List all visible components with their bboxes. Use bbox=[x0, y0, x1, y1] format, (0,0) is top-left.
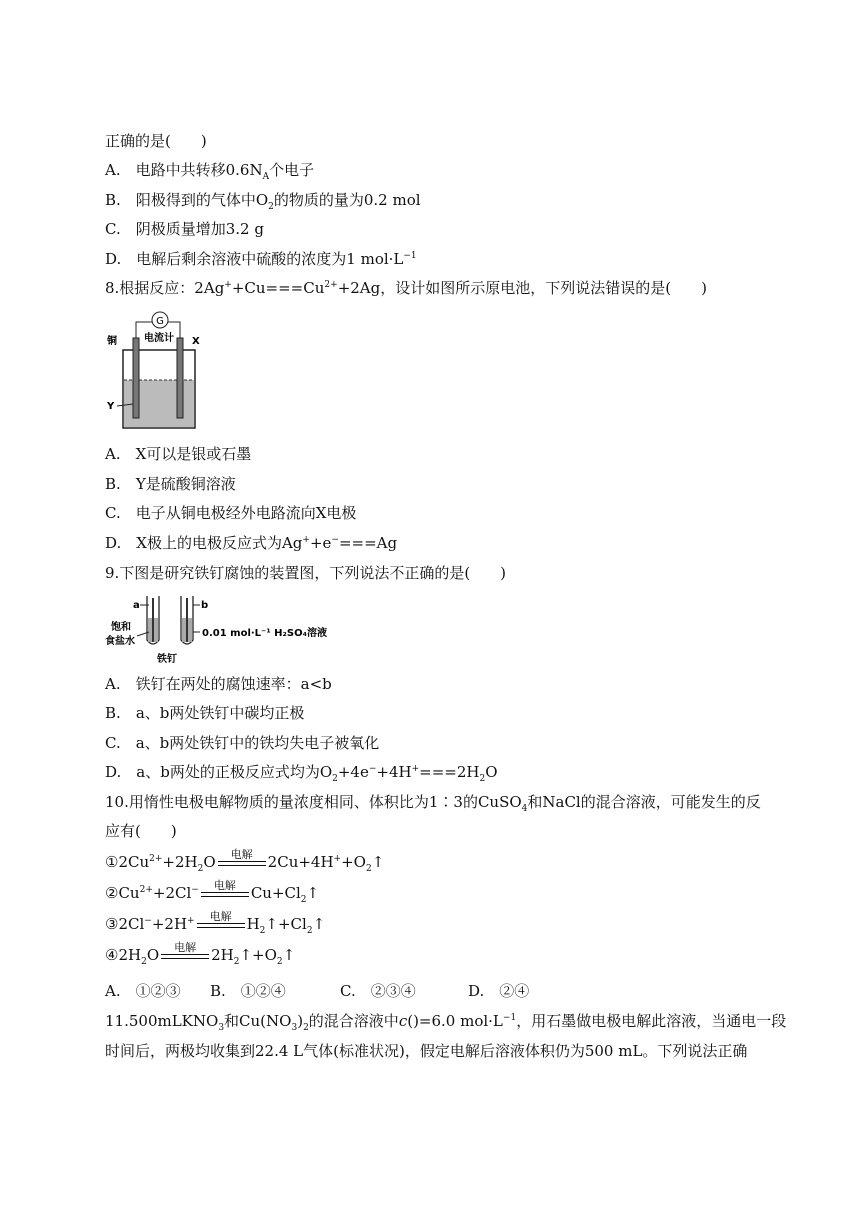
q9-option-b: B. a、b两处铁钉中碳均正极 bbox=[105, 704, 305, 722]
q7-stem: 正确的是( ) bbox=[105, 132, 207, 150]
electrolysis-condition: 电解 bbox=[201, 882, 249, 902]
q10-stem-line1: 10.用惰性电极电解物质的量浓度相同、体积比为1∶3的CuSO$_4$和NaCl的混合溶液，可能发生的反 bbox=[105, 793, 761, 814]
q10-choice-d: D. ②④ bbox=[468, 982, 530, 1000]
meter-label: 电流计 bbox=[144, 333, 174, 344]
label-nail: 铁钉 bbox=[157, 654, 177, 665]
q10-reaction-4: $④2H_2O$ 电解 $2H_2↑+O_2↑$ bbox=[105, 941, 296, 967]
electrolysis-condition: 电解 bbox=[161, 944, 209, 964]
label-b: b bbox=[201, 600, 209, 611]
copper-label: 铜 bbox=[107, 336, 117, 347]
q9-nail-corrosion-figure bbox=[105, 592, 345, 666]
q9-option-d: D. a、b两处的正极反应式均为$O_2+4e^-+4H^+===2H_2O$ bbox=[105, 763, 498, 784]
q9-option-a: A. 铁钉在两处的腐蚀速率：a<b bbox=[105, 675, 332, 693]
y-label: Y bbox=[107, 401, 115, 412]
q11-stem-line2: 时间后，两极均收集到22.4 L气体(标准状况)，假定电解后溶液体积仍为500 mL。下列说法正确 bbox=[105, 1042, 748, 1060]
q8-option-a: A. X可以是银或石墨 bbox=[105, 445, 252, 463]
q10-reaction-1: $①2Cu^{2+}+2H_2O$ 电解 $2Cu+4H^++O_2↑$ bbox=[105, 848, 385, 874]
q8-option-d: D. X极上的电极反应式为Ag++e−===Ag bbox=[105, 534, 398, 552]
q8-option-b: B. Y是硫酸铜溶液 bbox=[105, 475, 236, 493]
q7-option-c: C. 阴极质量增加3.2 g bbox=[105, 220, 264, 238]
electrolysis-condition: 电解 bbox=[197, 913, 245, 933]
q9-stem: 9.下图是研究铁钉腐蚀的装置图，下列说法不正确的是( ) bbox=[105, 564, 507, 582]
galvanometer-symbol: G bbox=[156, 316, 164, 327]
q7-option-a: A. 电路中共转移$0.6N_A$个电子 bbox=[105, 161, 315, 182]
q8-option-c: C. 电子从铜电极经外电路流向X电极 bbox=[105, 504, 357, 522]
q7-option-d: D. 电解后剩余溶液中硫酸的浓度为1 $mol\cdot L^{-1}$ bbox=[105, 250, 417, 268]
electrolysis-condition: 电解 bbox=[218, 851, 266, 871]
q7-option-b: B. 阳极得到的气体中$O_2$的物质的量为0.2 mol bbox=[105, 191, 421, 212]
q11-stem-line1: 11.500mLKNO$_3$和$Cu(NO_3)_2$的混合溶液中c()=6.0 $mol\cdot L^{-1}$，用石墨做电极电解此溶液，当通电一段 bbox=[105, 1012, 787, 1033]
x-label: X bbox=[192, 336, 200, 347]
label-a: a bbox=[133, 600, 140, 611]
q8-stem: 8.根据反应：$2Ag^++Cu===Cu^{2+}+2Ag$，设计如图所示原电池，下列说法错误的是( ) bbox=[105, 279, 707, 297]
label-acid: 0.01 mol·L⁻¹ H₂SO₄溶液 bbox=[202, 628, 328, 639]
q10-choice-a: A. ①②③ bbox=[105, 982, 181, 1000]
q9-option-c: C. a、b两处铁钉中的铁均失电子被氧化 bbox=[105, 734, 380, 752]
q10-reaction-2: $②Cu^{2+}+2Cl^-$ 电解 $Cu+Cl_2↑$ bbox=[105, 879, 320, 905]
q10-stem-line2: 应有( ) bbox=[105, 822, 177, 840]
label-saturated: 饱和 bbox=[111, 622, 131, 633]
q8-galvanic-cell-figure bbox=[105, 308, 215, 430]
q10-choice-c: C. ②③④ bbox=[340, 982, 416, 1000]
label-brine: 食盐水 bbox=[105, 636, 135, 647]
q10-reaction-3: ③2Cl−+2H+ 电解 $H_2↑+Cl_2↑$ bbox=[105, 910, 326, 936]
q10-choice-b: B. ①②④ bbox=[210, 982, 286, 1000]
